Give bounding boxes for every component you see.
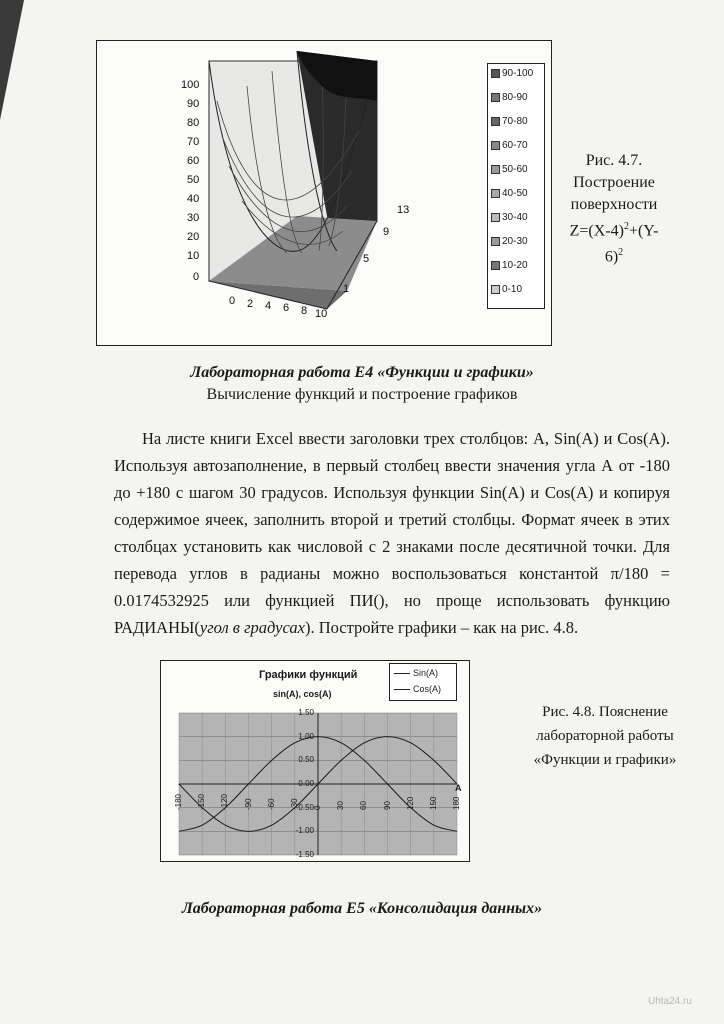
- y-tick: 13: [397, 204, 410, 216]
- caption-line: Построение: [573, 174, 655, 191]
- x-tick-label: 120: [405, 796, 415, 810]
- x-tick: 4: [265, 300, 272, 312]
- chart-title: Графики функций: [259, 669, 358, 681]
- x-tick-label: -180: [174, 793, 183, 810]
- x-tick-label: 150: [428, 796, 438, 810]
- x-tick-label: 180: [452, 796, 461, 810]
- legend-item: 80-90: [491, 92, 528, 104]
- y-tick-label: -0.50: [295, 802, 314, 812]
- chart-y-title: sin(A), cos(A): [273, 689, 332, 699]
- caption-line: поверхности: [570, 196, 658, 213]
- surface-chart-svg: [97, 41, 551, 345]
- legend-item: 10-20: [491, 260, 528, 272]
- chart-legend: [389, 663, 457, 701]
- figure-4-8-caption: [510, 700, 700, 772]
- z-tick: 10: [187, 250, 200, 262]
- x-tick-label: -150: [197, 793, 207, 810]
- figure-4-7-caption: [556, 150, 672, 269]
- x-axis-title: A: [455, 783, 462, 793]
- x-tick-label: 30: [336, 801, 346, 810]
- legend-cos: Cos(A): [394, 684, 441, 694]
- caption-line: Рис. 4.7.: [585, 152, 643, 169]
- legend-item: 60-70: [491, 140, 528, 152]
- z-tick: 0: [193, 271, 200, 283]
- x-tick: 8: [301, 305, 308, 317]
- x-tick: 6: [283, 302, 290, 314]
- z-tick: 60: [187, 155, 200, 167]
- x-tick-label: 90: [382, 801, 392, 810]
- legend-item: 40-50: [491, 188, 528, 200]
- x-tick: 10: [315, 308, 328, 320]
- lab-e5-title: Лабораторная работа Е5 «Консолидация данных»: [181, 900, 543, 917]
- legend-item: 0-10: [491, 284, 522, 296]
- z-tick: 30: [187, 212, 200, 224]
- function-chart-figure: [160, 660, 470, 862]
- formula: $Z=(X-4)^2+(Y-$: [569, 221, 659, 240]
- x-tick-label: 0: [313, 805, 322, 810]
- y-tick-label: 1.00: [298, 731, 314, 741]
- legend-item: 50-60: [491, 164, 528, 176]
- lab-e4-subtitle: Вычисление функций и построение графиков: [206, 386, 518, 403]
- x-tick-label: -30: [289, 798, 299, 810]
- x-tick: 2: [247, 298, 254, 310]
- surface-chart-legend: [487, 63, 545, 309]
- y-tick-label: 0.50: [298, 755, 314, 765]
- legend-item: 20-30: [491, 236, 528, 248]
- y-tick: 9: [383, 226, 390, 238]
- caption-line: Рис. 4.8. Пояснение: [542, 704, 668, 720]
- z-tick: 50: [187, 174, 200, 186]
- lab-e4-paragraph: На листе книги Excel ввести заголовки трех столбцов: А, Sin(A) и Cos(A). Используя автозаполнение, в первый столбец ввести значения угла А от -180 до +180 с шагом 30 градусов. Используя функции Sin(A) и Cos(A) и копируя содержимое ячеек, заполнить второй и третий столбцы. Формат ячеек в этих столбцах установить как числовой с 2 знаками после десятичной точки. Для перевода углов в радианы можно воспользоваться константой π/180 = 0.0174532925 или функцией ПИ(), но проще использовать функцию РАДИАНЫ(угол в градусах). Постройте графики – как на рис. 4.8.: [114, 429, 670, 637]
- z-tick: 20: [187, 231, 200, 243]
- x-tick-label: 60: [359, 801, 369, 810]
- page-corner-shadow: [0, 0, 24, 120]
- x-tick-label: -120: [220, 793, 230, 810]
- y-tick-label: 0.00: [298, 779, 314, 788]
- x-tick: 0: [229, 295, 236, 307]
- z-tick: 90: [187, 98, 200, 110]
- z-tick: 100: [181, 79, 200, 91]
- y-tick-label: -1.50: [295, 850, 314, 859]
- legend-item: 30-40: [491, 212, 528, 224]
- y-tick-label: 1.50: [298, 708, 314, 717]
- x-tick-label: -60: [266, 798, 276, 810]
- lab-e4-title: Лабораторная работа Е4 «Функции и графики»: [190, 364, 534, 381]
- caption-line: «Функции и графики»: [533, 752, 677, 768]
- y-tick-label: -1.00: [295, 826, 314, 836]
- legend-item: 90-100: [491, 68, 533, 80]
- y-tick: 5: [363, 253, 370, 265]
- z-tick: 80: [187, 117, 200, 129]
- z-tick: 70: [187, 136, 200, 148]
- surface-chart-figure: [96, 40, 552, 346]
- formula-cont: 6)$^2$: [604, 247, 624, 266]
- site-watermark: Uhta24.ru: [648, 996, 692, 1007]
- legend-sin: Sin(A): [394, 668, 438, 678]
- y-tick: 1: [343, 283, 350, 295]
- z-tick: 40: [187, 193, 200, 205]
- caption-line: лабораторной работы: [536, 728, 674, 744]
- x-tick-label: -90: [243, 798, 253, 810]
- legend-item: 70-80: [491, 116, 528, 128]
